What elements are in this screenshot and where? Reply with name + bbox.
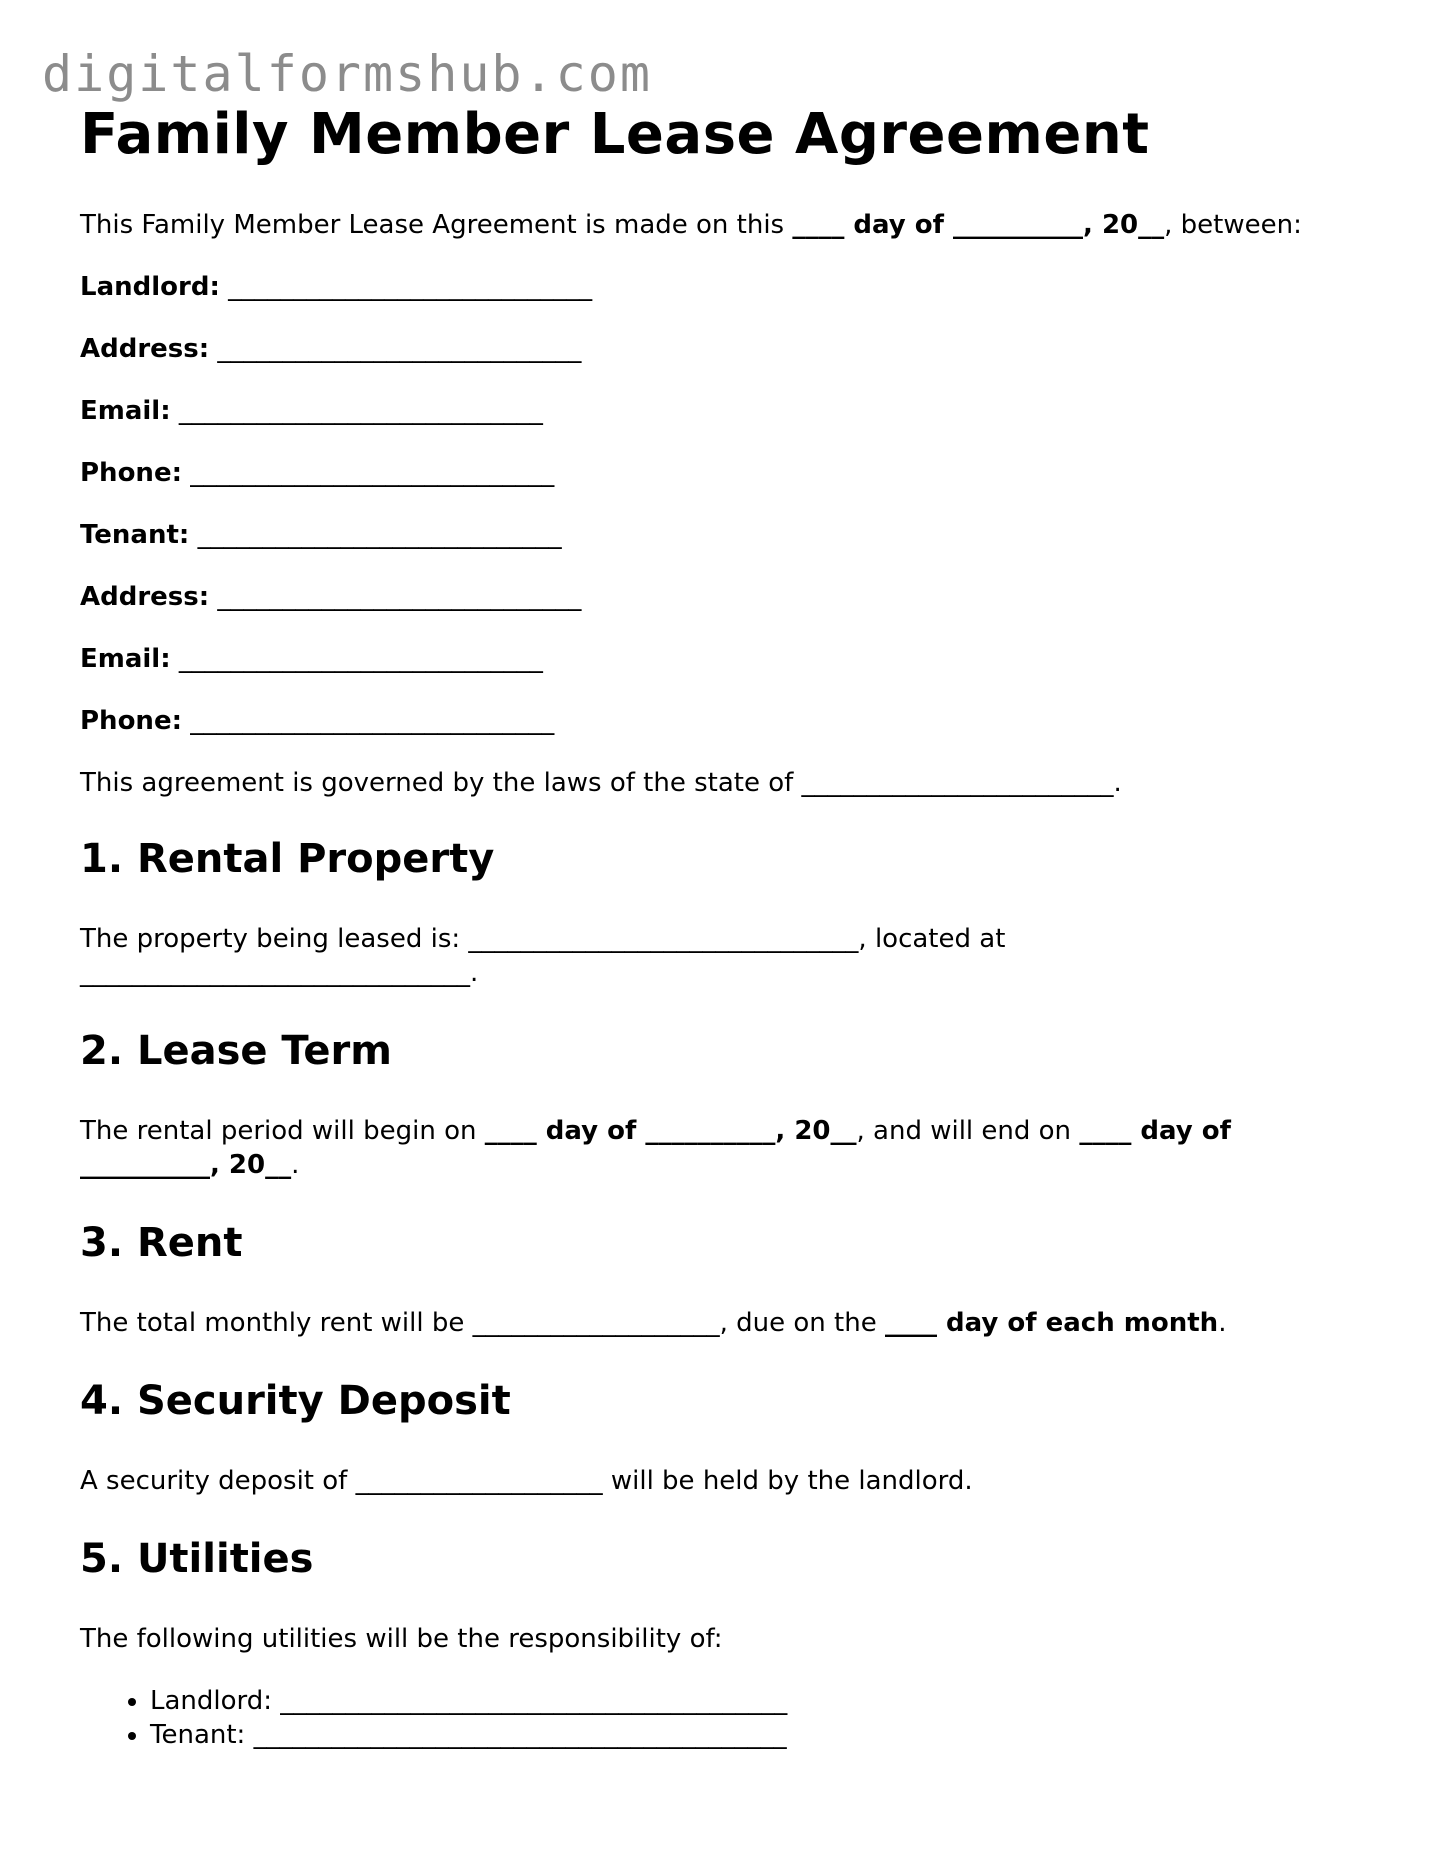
landlord-email-blank[interactable]: ____________________________ bbox=[178, 396, 543, 426]
section-heading-rental-property: 1. Rental Property bbox=[80, 836, 495, 882]
rent-paragraph bbox=[80, 1306, 1370, 1340]
document-title: Family Member Lease Agreement bbox=[80, 102, 1150, 167]
section-heading-security-deposit: 4. Security Deposit bbox=[80, 1378, 511, 1424]
field-label: Phone: bbox=[80, 458, 182, 488]
intro-date-blank[interactable]: ____ day of __________, 20__ bbox=[792, 210, 1165, 240]
end-date-blank[interactable]: ____ day of __________, 20__ bbox=[80, 1116, 1231, 1180]
intro-text-end: , between: bbox=[1164, 210, 1302, 240]
landlord-phone-field bbox=[80, 456, 1370, 490]
tenant-address-field bbox=[80, 580, 1370, 614]
tenant-email-blank[interactable]: ____________________________ bbox=[178, 644, 543, 674]
section-heading-utilities: 5. Utilities bbox=[80, 1536, 314, 1582]
field-label: Email: bbox=[80, 396, 171, 426]
start-date-blank[interactable]: ____ day of __________, 20__ bbox=[484, 1116, 857, 1146]
tenant-phone-blank[interactable]: ____________________________ bbox=[190, 706, 555, 736]
field-label: Tenant: bbox=[80, 520, 190, 550]
list-item[interactable]: • Landlord: _______________________________________ bbox=[150, 1684, 1370, 1718]
intro-text: This Family Member Lease Agreement is made on this bbox=[80, 210, 793, 240]
field-label: Address: bbox=[80, 334, 210, 364]
tenant-phone-field bbox=[80, 704, 1370, 738]
tenant-name-blank[interactable]: ____________________________ bbox=[197, 520, 562, 550]
list-item[interactable]: • Tenant: _________________________________________ bbox=[150, 1718, 1370, 1752]
rent-text: The total monthly rent will be ___________________, due on the bbox=[80, 1308, 885, 1338]
landlord-address-blank[interactable]: ____________________________ bbox=[217, 334, 582, 364]
field-label: Phone: bbox=[80, 706, 182, 736]
rental-property-paragraph: The property being leased is: ______________________________, located at ______________________________. bbox=[80, 924, 1006, 988]
lease-term-paragraph bbox=[80, 1114, 1370, 1182]
tenant-field bbox=[80, 518, 1370, 552]
landlord-address-field bbox=[80, 332, 1370, 366]
intro-paragraph bbox=[80, 208, 1370, 242]
rent-due-day-blank[interactable]: ____ day of each month bbox=[884, 1308, 1219, 1338]
landlord-name-blank[interactable]: ____________________________ bbox=[228, 272, 593, 302]
field-label: Email: bbox=[80, 644, 171, 674]
utilities-list bbox=[80, 1684, 1370, 1752]
lease-term-text: , and will end on bbox=[856, 1116, 1080, 1146]
lease-term-text: . bbox=[291, 1150, 300, 1180]
watermark: digitalformshub.com bbox=[42, 45, 652, 103]
landlord-email-field bbox=[80, 394, 1370, 428]
governing-law-paragraph: This agreement is governed by the laws of the state of ________________________. bbox=[80, 768, 1122, 798]
section-heading-lease-term: 2. Lease Term bbox=[80, 1028, 392, 1074]
lease-document bbox=[80, 100, 1370, 1752]
landlord-phone-blank[interactable]: ____________________________ bbox=[190, 458, 555, 488]
tenant-email-field bbox=[80, 642, 1370, 676]
field-label: Landlord: bbox=[80, 272, 220, 302]
utilities-paragraph: The following utilities will be the responsibility of: bbox=[80, 1624, 723, 1654]
security-deposit-paragraph: A security deposit of ___________________ will be held by the landlord. bbox=[80, 1466, 973, 1496]
rent-text: . bbox=[1218, 1308, 1227, 1338]
section-heading-rent: 3. Rent bbox=[80, 1220, 243, 1266]
tenant-address-blank[interactable]: ____________________________ bbox=[217, 582, 582, 612]
lease-term-text: The rental period will begin on bbox=[80, 1116, 485, 1146]
landlord-field bbox=[80, 270, 1370, 304]
field-label: Address: bbox=[80, 582, 210, 612]
